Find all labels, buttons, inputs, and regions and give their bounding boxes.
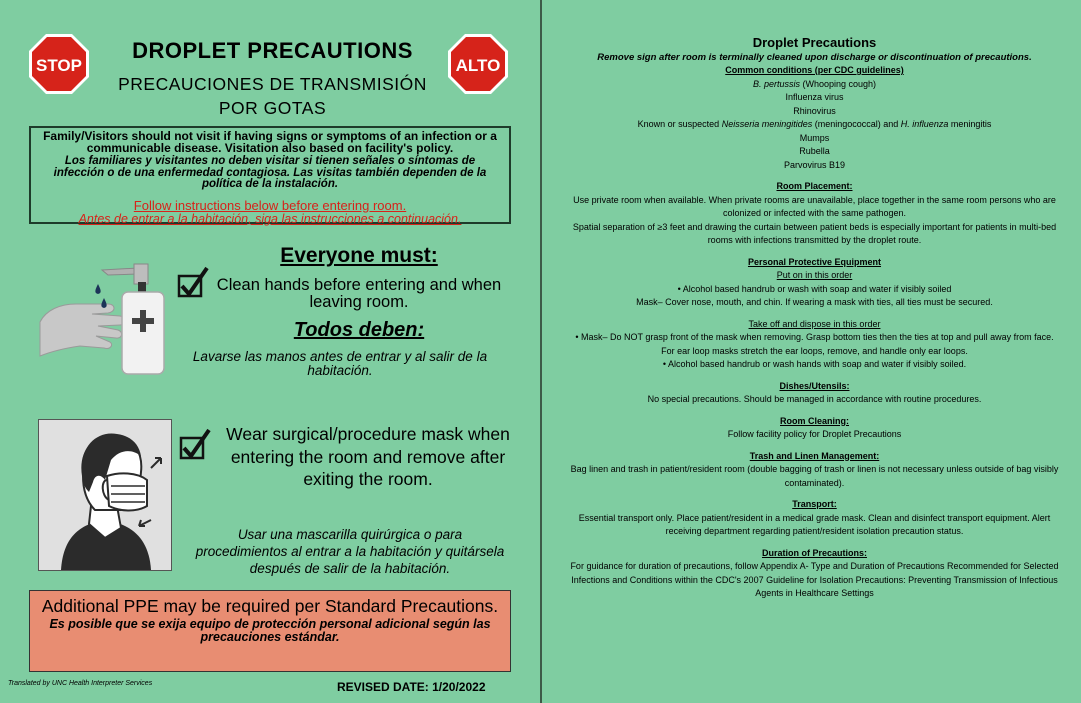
ppe-heading: Personal Protective Equipment	[747, 256, 882, 267]
transport-heading: Transport:	[792, 499, 837, 509]
condition-influenza: Influenza virus	[785, 92, 844, 102]
translated-by-note: Translated by UNC Health Interpreter Services	[8, 680, 153, 687]
room-placement-text-1: Use private room when available. When private rooms are unavailable, place together in the same room persons who are colonized or infected with the same pathogen.	[573, 194, 1056, 218]
stop-sign-label: STOP	[36, 56, 82, 75]
todos-deben-heading: Todos deben:	[293, 319, 425, 341]
center-divider	[540, 0, 542, 703]
common-conditions-heading: Common conditions (per CDC guidelines)	[725, 65, 904, 75]
revised-date: REVISED DATE: 1/20/2022	[337, 680, 486, 694]
follow-instructions-spanish: Antes de entrar a la habitación, siga las instrucciones a continuación.	[78, 211, 462, 226]
meningitis-part-e: meningitis	[948, 119, 992, 129]
visitors-notice-box	[29, 126, 511, 224]
meningitis-part-a: Known or suspected	[637, 119, 722, 129]
linen-text: Bag linen and trash in patient/resident room (double bagging of trash or linen is not necessary unless outside of bag visibly contaminated).	[570, 464, 1059, 488]
title-english: DROPLET PRECAUTIONS	[132, 38, 413, 63]
take-off-heading: Take off and dispose in this order	[748, 318, 881, 329]
follow-instructions-english: Follow instructions below before entering room.	[133, 197, 407, 213]
stop-sign-icon	[28, 33, 90, 95]
details-title: Droplet Precautions	[752, 35, 877, 50]
dishes-text: No special precautions. Should be managed in accordance with routine procedures.	[647, 394, 982, 404]
condition-rubella: Rubella	[799, 146, 830, 156]
meningitis-part-c: (meningococcal) and	[812, 119, 901, 129]
usar-mascarilla-instruction: Usar una mascarilla quirúrgica o para procedimientos al entrar a la habitación y quitársela después de salir de la habitación.	[195, 527, 505, 576]
condition-mumps: Mumps	[799, 132, 830, 143]
room-cleaning-text: Follow facility policy for Droplet Precautions	[727, 429, 902, 439]
duration-text: For guidance for duration of precautions, follow Appendix A- Type and Duration of Precautions Recommended for Selected Infections and Conditions within the CDC's 2007 Guideline for Isolation Precautions: Preventing Transmission of Infectious Agents in Healthcare Settings	[570, 561, 1059, 598]
condition-pertussis	[570, 78, 1059, 92]
take-off-step-2: • Alcohol based handrub or wash hands with soap and water if visibly soiled.	[570, 358, 1059, 372]
additional-ppe-spanish: Es posible que se exija equipo de protección personal adicional según las precauciones estándar.	[49, 617, 491, 644]
alto-sign-label: ALTO	[455, 56, 501, 75]
dishes-heading: Dishes/Utensils:	[779, 380, 850, 391]
condition-parvovirus: Parvovirus B19	[783, 159, 846, 170]
visitors-notice-spanish: Los familiares y visitantes no deben visitar si tienen señales o síntomas de infección o de una enfermedad contagiosa. Las visitas también dependen de la política de la instalación.	[53, 155, 487, 190]
checkbox-icon	[177, 266, 209, 298]
take-off-step-1: • Mask– Do NOT grasp front of the mask when removing. Grasp bottom ties then the ties at top and pull away from face. For ear loop masks stretch the ear loops, remove, and handle only ear loops.	[570, 331, 1059, 358]
room-placement-text-2: Spatial separation of ≥3 feet and drawing the curtain between patient beds is especially important for patients in multi-bed rooms with infections transmitted by the droplet route.	[572, 221, 1057, 245]
duration-heading: Duration of Precautions:	[761, 547, 867, 558]
clean-hands-instruction: Clean hands before entering and when leaving room.	[216, 276, 502, 311]
condition-rhinovirus: Rhinovirus	[793, 105, 836, 116]
condition-pertussis-common: (Whooping cough)	[799, 78, 877, 89]
title-spanish-line-1: PRECAUCIONES DE TRANSMISIÓN	[118, 74, 427, 94]
meningitis-part-b: Neisseria meningitides	[721, 119, 813, 129]
details-subtitle: Remove sign after room is terminally cleaned upon discharge or discontinuation of precautions.	[597, 52, 1032, 63]
put-on-heading: Put on in this order	[776, 270, 853, 280]
put-on-step-1: • Alcohol based handrub or wash with soap and water if visibly soiled	[570, 283, 1059, 297]
title-spanish-line-2: POR GOTAS	[218, 98, 327, 118]
droplet-precautions-details	[570, 35, 1059, 601]
additional-ppe-english: Additional PPE may be required per Standard Precautions.	[41, 596, 499, 616]
meningitis-part-d: H. influenza	[900, 119, 949, 129]
hand-sanitizer-icon	[38, 260, 176, 378]
alto-sign-icon	[447, 33, 509, 95]
checkbox-icon	[179, 428, 211, 460]
visitors-notice-english: Family/Visitors should not visit if having signs or symptoms of an infection or a communicable disease. Visitation also based on facility's policy.	[43, 129, 497, 155]
lavarse-instruction: Lavarse las manos antes de entrar y al salir de la habitación.	[192, 349, 488, 378]
wear-mask-instruction: Wear surgical/procedure mask when entering the room and remove after exiting the room.	[226, 424, 510, 489]
everyone-must-heading: Everyone must:	[280, 244, 438, 267]
transport-text: Essential transport only. Place patient/resident in a medical grade mask. Clean and disinfect transport equipment. Alert receiving department regarding patient/resident isolation precaution status.	[578, 512, 1051, 536]
mask-person-icon	[38, 419, 172, 571]
put-on-step-2: Mask– Cover nose, mouth, and chin. If wearing a mask with ties, all ties must be secured.	[636, 297, 993, 307]
condition-pertussis-name: B. pertussis	[752, 78, 800, 89]
additional-ppe-box	[29, 590, 511, 672]
room-placement-heading: Room Placement:	[776, 181, 853, 191]
room-cleaning-heading: Room Cleaning:	[780, 415, 849, 426]
linen-heading: Trash and Linen Management:	[749, 450, 880, 461]
title-spanish	[100, 72, 445, 120]
condition-meningitis	[570, 118, 1059, 132]
